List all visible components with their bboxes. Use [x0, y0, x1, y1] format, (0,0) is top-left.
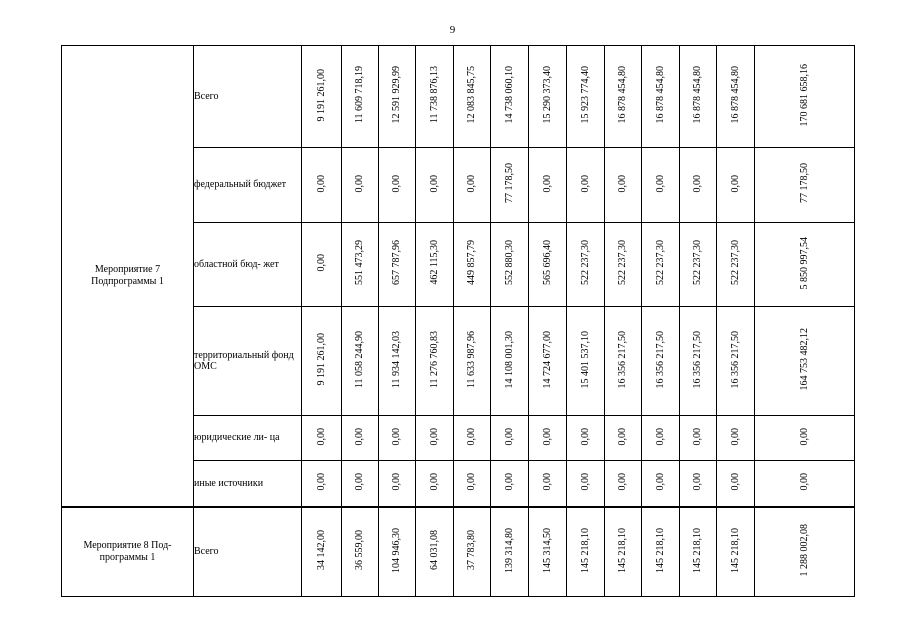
total-value-cell	[755, 307, 855, 416]
year-value-cell	[567, 46, 605, 148]
year-value-cell	[416, 461, 454, 507]
year-value: 0,00	[391, 472, 403, 491]
year-value: 0,00	[466, 427, 478, 445]
year-value-cell	[379, 461, 416, 507]
year-value-cell	[302, 461, 342, 507]
year-value: 0,00	[692, 427, 704, 445]
total-value: 1 288 002,08	[798, 523, 810, 577]
year-value: 0,00	[391, 174, 403, 192]
year-value: 0,00	[503, 472, 515, 491]
year-value: 0,00	[654, 472, 666, 491]
year-value: 0,00	[466, 472, 478, 491]
funding-source: юридические ли- ца	[194, 416, 302, 461]
year-value: 16 356 217,50	[617, 330, 629, 388]
year-value: 0,00	[617, 427, 629, 445]
year-value: 522 237,30	[692, 240, 704, 286]
table-row	[62, 507, 855, 597]
year-value-cell	[491, 46, 529, 148]
year-value-cell	[491, 223, 529, 307]
year-value-cell	[302, 148, 342, 223]
year-value: 0,00	[503, 427, 515, 445]
year-value-cell	[416, 416, 454, 461]
year-value: 64 031,08	[428, 530, 440, 570]
year-value: 462 115,30	[428, 240, 440, 286]
year-value-cell	[491, 416, 529, 461]
total-value: 170 681 658,16	[798, 63, 810, 126]
year-value: 14 108 001,30	[503, 330, 515, 388]
year-value-cell	[717, 223, 755, 307]
year-value-cell	[342, 461, 379, 507]
year-value-cell	[717, 507, 755, 597]
total-value: 0,00	[798, 472, 810, 491]
year-value-cell	[642, 223, 680, 307]
year-value: 11 276 760,83	[428, 330, 440, 388]
year-value: 145 218,10	[654, 527, 666, 573]
year-value: 16 878 454,80	[617, 66, 629, 124]
year-value-cell	[567, 148, 605, 223]
year-value: 522 237,30	[729, 240, 741, 286]
year-value-cell	[605, 461, 642, 507]
year-value-cell	[529, 416, 567, 461]
year-value: 145 218,10	[579, 527, 591, 573]
year-value-cell	[642, 148, 680, 223]
year-value: 0,00	[315, 472, 327, 491]
year-value-cell	[642, 507, 680, 597]
event-name: Мероприятие 8 Под- программы 1	[62, 507, 194, 597]
year-value: 0,00	[579, 174, 591, 192]
total-value-cell	[755, 461, 855, 507]
year-value: 0,00	[692, 174, 704, 192]
year-value-cell	[491, 507, 529, 597]
year-value-cell	[416, 46, 454, 148]
year-value-cell	[717, 416, 755, 461]
funding-source: Всего	[194, 507, 302, 597]
year-value-cell	[605, 416, 642, 461]
year-value-cell	[680, 416, 717, 461]
year-value-cell	[605, 46, 642, 148]
total-value-cell	[755, 416, 855, 461]
year-value: 0,00	[541, 427, 553, 445]
year-value-cell	[454, 416, 491, 461]
year-value-cell	[379, 148, 416, 223]
year-value: 104 946,30	[391, 527, 403, 573]
year-value: 0,00	[541, 472, 553, 491]
year-value-cell	[302, 307, 342, 416]
year-value-cell	[379, 307, 416, 416]
year-value: 16 878 454,80	[729, 66, 741, 124]
year-value-cell	[379, 223, 416, 307]
year-value-cell	[342, 416, 379, 461]
year-value: 12 083 845,75	[466, 66, 478, 124]
funding-source: территориальный фонд ОМС	[194, 307, 302, 416]
year-value-cell	[567, 461, 605, 507]
year-value-cell	[454, 148, 491, 223]
year-value: 15 290 373,40	[541, 66, 553, 124]
year-value-cell	[642, 461, 680, 507]
total-value-cell	[755, 507, 855, 597]
total-value: 5 850 997,54	[798, 236, 810, 289]
year-value-cell	[680, 307, 717, 416]
year-value-cell	[717, 148, 755, 223]
year-value: 11 609 718,19	[354, 66, 366, 124]
year-value-cell	[680, 461, 717, 507]
year-value: 139 314,80	[503, 527, 515, 573]
year-value-cell	[529, 307, 567, 416]
year-value-cell	[567, 416, 605, 461]
year-value: 0,00	[315, 174, 327, 192]
budget-table	[61, 45, 855, 597]
year-value-cell	[302, 507, 342, 597]
year-value: 0,00	[729, 174, 741, 192]
year-value-cell	[717, 307, 755, 416]
funding-source: Всего	[194, 46, 302, 148]
year-value-cell	[529, 148, 567, 223]
year-value: 16 356 217,50	[729, 330, 741, 388]
table-row	[62, 46, 855, 148]
year-value-cell	[529, 46, 567, 148]
funding-source: федеральный бюджет	[194, 148, 302, 223]
year-value-cell	[379, 507, 416, 597]
year-value-cell	[567, 307, 605, 416]
year-value-cell	[529, 223, 567, 307]
year-value: 0,00	[617, 472, 629, 491]
year-value: 0,00	[354, 174, 366, 192]
year-value: 77 178,50	[503, 163, 515, 204]
total-value-cell	[755, 46, 855, 148]
year-value-cell	[342, 307, 379, 416]
year-value: 657 787,96	[391, 240, 403, 286]
year-value: 0,00	[729, 472, 741, 491]
year-value: 0,00	[354, 472, 366, 491]
year-value-cell	[717, 46, 755, 148]
year-value-cell	[454, 307, 491, 416]
year-value: 0,00	[541, 174, 553, 192]
year-value-cell	[642, 46, 680, 148]
year-value: 14 724 677,00	[541, 330, 553, 388]
page-number: 9	[449, 24, 456, 36]
funding-source: иные источники	[194, 461, 302, 507]
year-value: 0,00	[315, 427, 327, 445]
year-value-cell	[491, 307, 529, 416]
year-value: 449 857,79	[466, 240, 478, 286]
year-value: 11 633 987,96	[466, 330, 478, 388]
year-value: 16 878 454,80	[654, 66, 666, 124]
year-value: 16 356 217,50	[692, 330, 704, 388]
year-value-cell	[642, 416, 680, 461]
year-value-cell	[302, 416, 342, 461]
year-value: 145 218,10	[729, 527, 741, 573]
year-value: 0,00	[428, 472, 440, 491]
year-value-cell	[605, 507, 642, 597]
year-value-cell	[302, 223, 342, 307]
year-value-cell	[454, 46, 491, 148]
year-value: 11 058 244,90	[354, 330, 366, 388]
year-value: 551 473,29	[354, 240, 366, 286]
year-value-cell	[302, 46, 342, 148]
year-value-cell	[379, 416, 416, 461]
year-value: 0,00	[466, 174, 478, 192]
year-value-cell	[605, 223, 642, 307]
year-value-cell	[605, 307, 642, 416]
year-value: 0,00	[579, 472, 591, 491]
year-value: 0,00	[315, 254, 327, 272]
year-value: 522 237,30	[579, 240, 591, 286]
year-value: 0,00	[354, 427, 366, 445]
year-value-cell	[491, 461, 529, 507]
year-value-cell	[680, 223, 717, 307]
year-value: 16 878 454,80	[692, 66, 704, 124]
year-value: 0,00	[654, 174, 666, 192]
year-value: 34 142,00	[315, 530, 327, 570]
total-value: 77 178,50	[798, 163, 810, 204]
year-value-cell	[605, 148, 642, 223]
year-value: 145 314,50	[541, 527, 553, 573]
total-value: 0,00	[798, 427, 810, 445]
year-value-cell	[342, 507, 379, 597]
year-value: 0,00	[579, 427, 591, 445]
funding-source: областной бюд- жет	[194, 223, 302, 307]
year-value-cell	[529, 461, 567, 507]
year-value-cell	[342, 46, 379, 148]
total-value: 164 753 482,12	[798, 328, 810, 391]
year-value-cell	[454, 507, 491, 597]
year-value: 145 218,10	[692, 527, 704, 573]
total-value-cell	[755, 148, 855, 223]
year-value: 16 356 217,50	[654, 330, 666, 388]
year-value: 15 923 774,40	[579, 66, 591, 124]
year-value-cell	[529, 507, 567, 597]
year-value: 9 191 261,00	[315, 68, 327, 121]
year-value-cell	[416, 507, 454, 597]
year-value: 37 783,80	[466, 530, 478, 570]
year-value: 0,00	[654, 427, 666, 445]
year-value: 0,00	[391, 427, 403, 445]
event-name: Мероприятие 7 Подпрограммы 1	[62, 46, 194, 507]
year-value-cell	[416, 307, 454, 416]
year-value: 522 237,30	[654, 240, 666, 286]
year-value: 145 218,10	[617, 527, 629, 573]
year-value: 0,00	[692, 472, 704, 491]
year-value: 14 738 060,10	[503, 66, 515, 124]
year-value: 0,00	[617, 174, 629, 192]
year-value-cell	[680, 148, 717, 223]
year-value: 12 591 929,99	[391, 66, 403, 124]
year-value-cell	[454, 461, 491, 507]
year-value-cell	[567, 223, 605, 307]
year-value: 11 934 142,03	[391, 330, 403, 388]
year-value-cell	[567, 507, 605, 597]
total-value-cell	[755, 223, 855, 307]
year-value-cell	[680, 46, 717, 148]
year-value-cell	[454, 223, 491, 307]
year-value: 11 738 876,13	[428, 66, 440, 124]
year-value: 9 191 261,00	[315, 333, 327, 386]
year-value: 0,00	[729, 427, 741, 445]
year-value-cell	[342, 223, 379, 307]
year-value: 36 559,00	[354, 530, 366, 570]
year-value-cell	[379, 46, 416, 148]
year-value: 15 401 537,10	[579, 330, 591, 388]
year-value-cell	[416, 148, 454, 223]
year-value-cell	[491, 148, 529, 223]
year-value: 0,00	[428, 427, 440, 445]
year-value: 552 880,30	[503, 240, 515, 286]
year-value: 0,00	[428, 174, 440, 192]
year-value: 565 696,40	[541, 240, 553, 286]
year-value-cell	[680, 507, 717, 597]
year-value-cell	[416, 223, 454, 307]
year-value-cell	[642, 307, 680, 416]
year-value-cell	[342, 148, 379, 223]
year-value-cell	[717, 461, 755, 507]
year-value: 522 237,30	[617, 240, 629, 286]
